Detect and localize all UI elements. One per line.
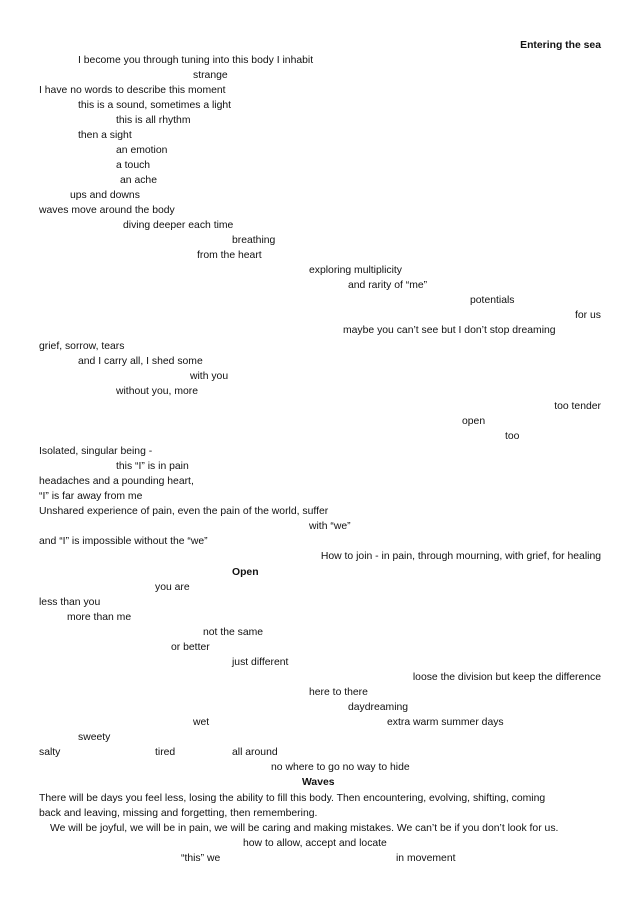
poem-line: There will be days you feel less, losing the ability to fill this body. Then encountering, evolving, shifting, coming xyxy=(39,793,546,804)
poem-line: tired xyxy=(155,747,176,758)
poem-line: “this” we xyxy=(181,853,221,864)
poem-line: or better xyxy=(171,642,210,653)
poem-line: more than me xyxy=(67,612,132,623)
poem-line: and rarity of “me” xyxy=(348,280,428,291)
poem-line: without you, more xyxy=(116,386,199,397)
poem-line: all around xyxy=(232,747,278,758)
poem-line: not the same xyxy=(203,627,264,638)
poem-line: waves move around the body xyxy=(39,205,175,216)
poem-line: daydreaming xyxy=(348,702,409,713)
poem-line: less than you xyxy=(39,597,101,608)
poem-line: We will be joyful, we will be in pain, we will be caring and making mistakes. We can’t be if you don’t look for us. xyxy=(50,823,559,834)
poem-line: a touch xyxy=(116,160,151,171)
poem-line: and I carry all, I shed some xyxy=(78,356,203,367)
poem-line: this is all rhythm xyxy=(116,115,191,126)
poem-line: salty xyxy=(39,747,61,758)
poem-line: you are xyxy=(155,582,190,593)
poem-line: then a sight xyxy=(78,130,132,141)
poem-line: from the heart xyxy=(197,250,262,261)
poem-line: I become you through tuning into this body I inhabit xyxy=(78,55,314,66)
poem-line: How to join - in pain, through mourning, with grief, for healing xyxy=(320,551,601,562)
poem-line: how to allow, accept and locate xyxy=(243,838,387,849)
poem-line: an ache xyxy=(120,175,157,186)
poem-line: too tender xyxy=(554,401,601,412)
poem-line: open xyxy=(462,416,486,427)
poem-line: headaches and a pounding heart, xyxy=(39,476,194,487)
poem-line: wet xyxy=(193,717,210,728)
poem-line: Isolated, singular being - xyxy=(39,446,153,457)
poem-line: in movement xyxy=(396,853,456,864)
poem-line: potentials xyxy=(470,295,515,306)
poem-line: ups and downs xyxy=(70,190,140,201)
poem-line: no where to go no way to hide xyxy=(271,762,410,773)
poem-line: exploring multiplicity xyxy=(309,265,402,276)
poem-line: loose the division but keep the difference xyxy=(412,672,601,683)
poem-line: this “I” is in pain xyxy=(116,461,189,472)
section-heading: Waves xyxy=(302,777,335,788)
poem-line: with you xyxy=(190,371,229,382)
poem-line: maybe you can’t see but I don’t stop dreaming xyxy=(343,325,556,336)
poem-line: Unshared experience of pain, even the pain of the world, suffer xyxy=(39,506,329,517)
poem-line: diving deeper each time xyxy=(123,220,234,231)
poem-line: strange xyxy=(193,70,228,81)
poem-line: and “I” is impossible without the “we” xyxy=(39,536,208,547)
section-heading: Open xyxy=(232,567,259,578)
poem-line: back and leaving, missing and forgetting, then remembering. xyxy=(39,808,318,819)
poem-line: an emotion xyxy=(116,145,168,156)
poem-line: I have no words to describe this moment xyxy=(39,85,226,96)
poem-line: extra warm summer days xyxy=(387,717,504,728)
poem-title: Entering the sea xyxy=(520,40,601,51)
poem-line: “I” is far away from me xyxy=(39,491,143,502)
poem-line: too xyxy=(505,431,520,442)
poem-line: grief, sorrow, tears xyxy=(39,341,125,352)
poem-line: with “we” xyxy=(309,521,351,532)
poem-line: just different xyxy=(232,657,289,668)
poem-line: breathing xyxy=(232,235,276,246)
poem-line: here to there xyxy=(309,687,368,698)
poem-line: for us xyxy=(575,310,601,321)
poem-line: this is a sound, sometimes a light xyxy=(78,100,232,111)
poem-line: sweety xyxy=(78,732,111,743)
